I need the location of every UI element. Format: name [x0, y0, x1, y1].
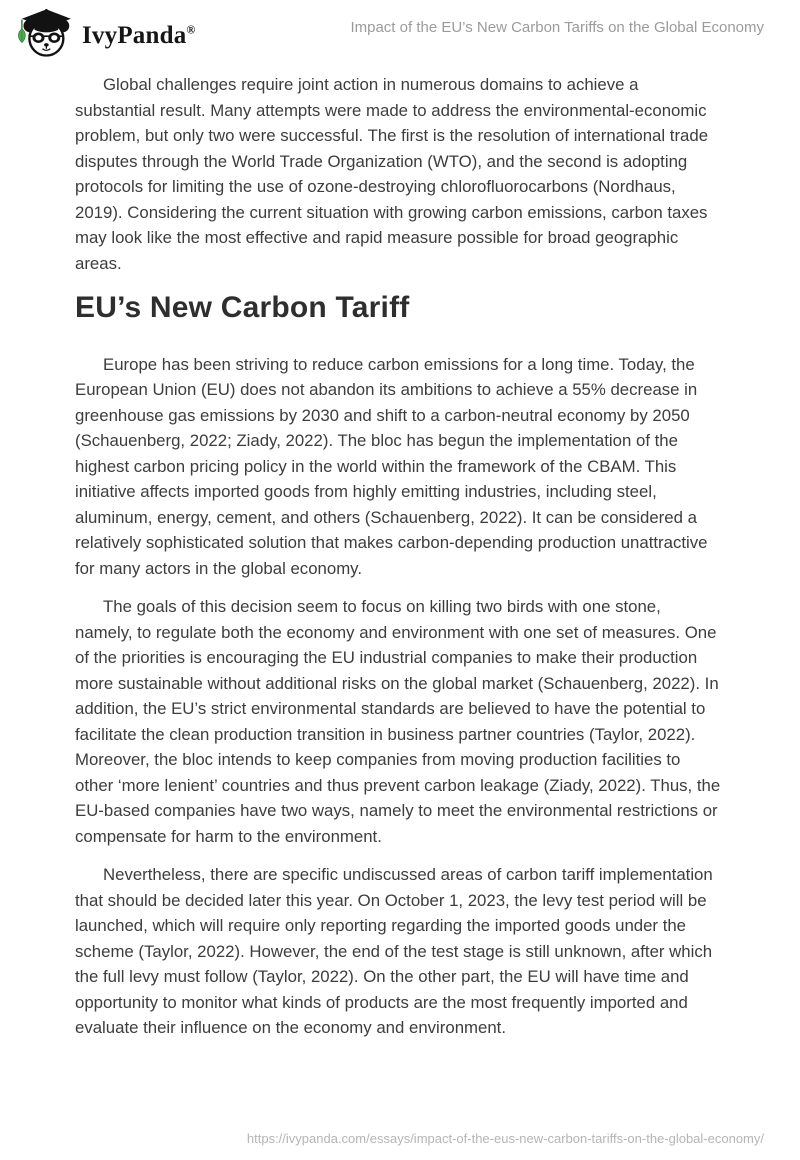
body-paragraph-3: Nevertheless, there are specific undiscussed areas of carbon tariff implementation that should be decided later this year. On October 1, 2023, the levy test period will be launched, which will require only reporting regarding the imported goods under the scheme (Taylor, 2022). However, the end of the test stage is still unknown, after which the full levy must follow (Taylor, 2022). On the other part, the EU will have time and opportunity to monitor what kinds of products are the most frequently imported and evaluate their influence on the economy and environment. — [75, 865, 713, 1037]
body-paragraph-1: Europe has been striving to reduce carbon emissions for a long time. Today, the European Union (EU) does not abandon its ambitions to achieve a 55% decrease in greenhouse gas emissions by 2030 and shift to a carbon-neutral economy by 2050 (Schauenberg, 2022; Ziady, 2022). The bloc has begun the implementation of the highest carbon pricing policy in the world within the framework of the CBAM. This initiative affects imported goods from highly emitting industries, including steel, aluminum, energy, cement, and others (Schauenberg, 2022). It can be considered a relatively sophisticated solution that makes carbon-depending production unattractive for many actors in the global economy. — [75, 354, 708, 578]
brand-name: IvyPanda® — [82, 21, 196, 49]
source-url-link[interactable]: https://ivypanda.com/essays/impact-of-the-eus-new-carbon-tariffs-on-the-global-economy/ — [246, 1131, 764, 1146]
graduation-cap-button — [45, 9, 48, 12]
intro-paragraph: Global challenges require joint action in numerous domains to achieve a substantial result. Many attempts were made to address the environmental-economic problem, but only two were successful. The first is the resolution of international trade disputes through the World Trade Organization (WTO), and the second is adopting protocols for limiting the use of ozone-destroying chlorofluorocarbons (Nordhaus, 2019). Considering the current situation with growing carbon emissions, carbon taxes may look like the most effective and rapid measure possible for broad geographic areas. — [75, 75, 709, 273]
document-title: Impact of the EU’s New Carbon Tariffs on the Global Economy — [350, 19, 764, 36]
body-paragraph-2: The goals of this decision seem to focus on killing two birds with one stone, namely, to regulate both the economy and environment with one set of measures. One of the priorities is encouraging the EU industrial companies to make their production more sustainable without additional risks on the global market (Schauenberg, 2022). In addition, the EU’s strict environmental standards are believed to have the potential to facilitate the clean production transition in business partner countries (Taylor, 2022). Moreover, the bloc intends to keep companies from moving production facilities to other ‘more lenient’ countries and thus prevent carbon leakage (Ziady, 2022). Thus, the EU-based companies have two ways, namely to meet the environmental restrictions or compensate for harm to the environment. — [75, 597, 721, 846]
panda-nose — [44, 43, 49, 46]
glasses-lens-left — [35, 35, 41, 40]
page-footer — [0, 1130, 800, 1148]
essay-content — [75, 72, 721, 1054]
glasses-lens-right — [51, 35, 57, 40]
ivypanda-panda-logo-icon — [14, 6, 74, 60]
registered-mark: ® — [186, 22, 196, 37]
section-heading: EU’s New Carbon Tariff — [75, 291, 410, 324]
page-header — [0, 0, 800, 66]
brand-logo[interactable] — [14, 6, 196, 60]
